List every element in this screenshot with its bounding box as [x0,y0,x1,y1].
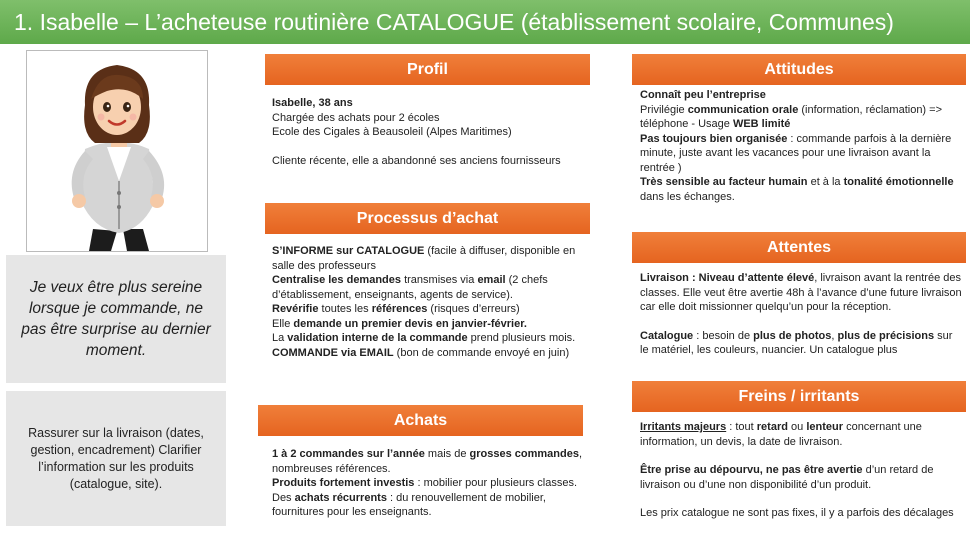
attentes-line: Catalogue : besoin de plus de photos, plus de précisions sur le matériel, les couleurs, nuancier. Un catalogue plus [640,329,953,356]
processus-header: Processus d’achat [265,203,590,234]
profil-line1: Chargée des achats pour 2 écoles [272,111,440,124]
profil-line2: Ecole des Cigales à Beausoleil (Alpes Maritimes) [272,126,512,138]
freins-line: Les prix catalogue ne sont pas fixes, il y a parfois des décalages [640,507,954,519]
attitudes-line: Privilégie communication orale (information, réclamation) => téléphone - Usage WEB limité [640,103,942,130]
processus-line: S’INFORME sur CATALOGUE (facile à diffuser, disponible en salle des professeurs [272,245,576,272]
processus-line: COMMANDE via EMAIL (bon de commande envoyé en juin) [272,346,570,359]
freins-line: Irritants majeurs : tout retard ou lenteur concernant une information, un devis, la date de livraison. [640,421,922,448]
processus-body [272,244,587,360]
persona-avatar [26,50,208,252]
attentes-line: Livraison : Niveau d’attente élevé, livraison avant la rentrée des classes. Elle veut être avertie 48h à l’avance d’une future livraison car elle doit missionner quelqu’un pour la réception. [640,272,962,313]
attitudes-line: Très sensible au facteur humain et à la tonalité émotionnelle dans les échanges. [640,176,954,203]
attitudes-line: Pas toujours bien organisée : commande parfois à la dernière minute, juste avant les vacances pour une livraison avant la rentrée ) [640,132,952,174]
achats-body [272,447,587,520]
achats-line: 1 à 2 commandes sur l’année mais de grosses commandes, nombreuses références. [272,448,582,475]
page-title: 1. Isabelle – L’acheteuse routinière CATALOGUE (établissement scolaire, Communes) [0,0,970,44]
attentes-header: Attentes [632,232,966,263]
profil-name: Isabelle, 38 ans [272,97,353,109]
processus-line: Centralise les demandes transmises via email (2 chefs d’établissement, enseignants, agents de service). [272,274,548,301]
profil-header: Profil [265,54,590,85]
attitudes-line: Connaît peu l’entreprise [640,89,766,101]
freins-header: Freins / irritants [632,381,966,412]
freins-line: Être prise au dépourvu, ne pas être avertie d’un retard de livraison ou d’une non disponibilité d’un produit. [640,464,934,491]
profil-body [272,96,592,168]
persona-quote [6,255,226,383]
achats-line: Produits fortement investis : mobilier pour plusieurs classes. [272,477,578,489]
freins-body [640,420,962,521]
processus-line: Elle demande un premier devis en janvier-février. [272,317,527,330]
achats-line: Des achats récurrents : du renouvellement de mobilier, fournitures pour les enseignants. [272,491,546,518]
persona-illustration [27,51,207,251]
needs-text: Rassurer sur la livraison (dates, gestion, encadrement) Clarifier l’information sur les produits (catalogue, site). [28,425,204,491]
profil-line3: Cliente récente, elle a abandonné ses anciens fournisseurs [272,154,561,167]
attitudes-body [640,88,962,204]
quote-text: Je veux être plus sereine lorsque je commande, ne pas être surprise au dernier moment. [21,279,211,359]
achats-header: Achats [258,405,583,436]
processus-line: La validation interne de la commande prend plusieurs mois. [272,332,576,344]
attentes-body [640,271,962,358]
attitudes-header: Attitudes [632,54,966,85]
persona-needs [6,391,226,526]
processus-line: Revérifie toutes les références (risques d’erreurs) [272,303,520,315]
